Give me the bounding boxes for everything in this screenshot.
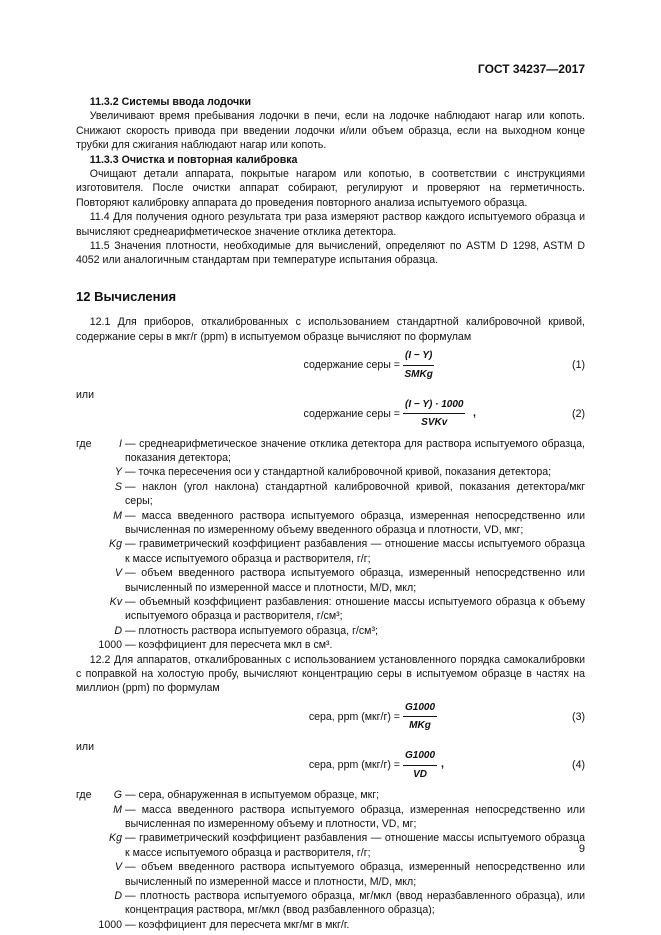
variable-row xyxy=(76,624,585,638)
formula-3-fraction xyxy=(403,701,437,734)
variable-description: — масса введенного раствора испытуемого образца, измеренная непосредственно или вычисленная по измеренному объему и плотности, VD, мг; xyxy=(125,803,585,831)
variable-description: — объем введенного раствора испытуемого образца, измеренный непосредственно или вычисленный по измеренной массе и плотности, M/D, мкл; xyxy=(125,861,585,888)
variable-symbol-text: Y xyxy=(114,466,122,479)
variable-symbol-text: Kg xyxy=(109,832,122,845)
formula-1-label: содержание серы = xyxy=(303,359,400,372)
variables-list-2 xyxy=(76,788,585,932)
variable-description: — коэффициент для пересчета мкл в см³. xyxy=(125,639,333,652)
formula-1-denominator: SMKg xyxy=(404,368,433,380)
variable-row xyxy=(76,465,585,479)
formula-2-number: (2) xyxy=(572,407,585,420)
section-11-5-text: 11.5 Значения плотности, необходимые для вычислений, определяют по ASTM D 1298, ASTM D 4052 или аналогичным стандартам при температуре испытания образца. xyxy=(76,240,585,267)
variable-row xyxy=(76,889,585,918)
formula-4 xyxy=(76,748,585,784)
variable-row xyxy=(76,803,585,832)
variable-symbol-text: D xyxy=(114,624,122,637)
variable-symbol xyxy=(76,860,125,889)
formula-1 xyxy=(76,348,585,384)
variable-symbol-text: S xyxy=(114,480,122,493)
variable-symbol-text: V xyxy=(114,861,122,874)
variable-symbol xyxy=(76,537,125,566)
variable-description: — сера, обнаруженная в испытуемом образце, мкг; xyxy=(125,789,380,802)
variable-symbol-text: M xyxy=(113,803,122,816)
formula-3-number: (3) xyxy=(572,710,585,723)
formula-2-fraction xyxy=(403,398,465,431)
variable-symbol xyxy=(76,595,125,624)
variable-description: — среднеарифметическое значение отклика детектора для раствора испытуемого образца, показания детектора; xyxy=(125,437,585,464)
formula-1-fraction xyxy=(403,349,434,382)
variable-description: — объемный коэффициент разбавления: отношение массы испытуемого образца к объему испытуемого образца и растворителя, г/см³; xyxy=(125,595,585,623)
variable-description: — масса введенного раствора испытуемого образца, измеренная непосредственно или вычисленная по измеренному объему введенного образца и плотности, VD, мкг; xyxy=(125,509,585,536)
variable-symbol-text: D xyxy=(114,890,122,903)
formula-2-denominator: SVKv xyxy=(421,416,448,428)
variable-symbol xyxy=(76,889,125,918)
document-header: ГОСТ 34237—2017 xyxy=(477,62,585,76)
section-12-2-text: 12.2 Для аппаратов, откалиброванных с использованием установленного порядка самокалибровки с поправкой на холостую пробу, вычисляют концентрацию серы в испытуемом образце в частях на миллион (ppm) по формулам xyxy=(76,653,585,695)
variable-row xyxy=(76,509,585,538)
formula-3-numerator: G1000 xyxy=(403,701,437,717)
formula-3-denominator: MKg xyxy=(409,720,431,732)
variable-symbol xyxy=(76,788,125,802)
variable-symbol xyxy=(76,624,125,638)
formula-4-comma: , xyxy=(441,758,444,771)
variable-symbol xyxy=(76,437,125,466)
document-body xyxy=(76,95,585,932)
formula-2 xyxy=(76,397,585,433)
formula-2-comma: , xyxy=(473,406,476,419)
variable-row xyxy=(76,480,585,509)
variable-row xyxy=(76,437,585,466)
formula-4-number: (4) xyxy=(572,759,585,772)
variable-description: — гравиметрический коэффициент разбавления — отношение массы испытуемого образца к массе испытуемого образца и растворителя, г/г; xyxy=(125,832,585,859)
where-word: где xyxy=(76,437,92,450)
section-12-title: 12 Вычисления xyxy=(76,288,177,304)
variable-description: — гравиметрический коэффициент разбавления — отношение массы испытуемого образца к массе испытуемого образца и растворителя, г/г; xyxy=(125,538,585,565)
variable-symbol-text: 1000 xyxy=(98,918,122,931)
variable-row xyxy=(76,537,585,566)
formula-1-number: (1) xyxy=(572,359,585,372)
section-11-3-3-text: Очищают детали аппарата, покрытые нагаром или копотью, в соответствии с инструкциями изготовителя. После очистки аппарат собирают, регулируют и проверяют на герметичность. Повторяют калибровку аппарата до проведения повторного анализа испытуемого образца. xyxy=(76,168,585,209)
variable-symbol xyxy=(76,803,125,832)
page-number: 9 xyxy=(578,843,585,855)
formula-4-numerator: G1000 xyxy=(403,749,437,765)
or-word-2: или xyxy=(76,740,95,753)
section-11-3-3-title: 11.3.3 Очистка и повторная калибровка xyxy=(89,153,298,166)
variable-row xyxy=(76,918,585,932)
variable-symbol-text: I xyxy=(119,437,122,450)
formula-1-numerator: (I − Y) xyxy=(403,349,434,365)
formula-4-denominator: VD xyxy=(413,768,427,780)
variable-symbol-text: V xyxy=(114,567,122,580)
variable-description: — плотность раствора испытуемого образца, мг/мкл (ввод неразбавленного образца), или концентрация раствора, мг/мкл (ввод разбавленного образца); xyxy=(125,890,585,917)
formula-4-label: сера, ppm (мкг/г) = xyxy=(308,759,400,772)
variable-symbol xyxy=(76,465,125,479)
variable-symbol-text: 1000 xyxy=(98,639,122,652)
variable-symbol-text: Kg xyxy=(109,538,122,551)
section-11-3-2-title: 11.3.2 Системы ввода лодочки xyxy=(89,96,251,108)
section-11-3-2-text: Увеличивают время пребывания лодочки в печи, если на лодочке наблюдают нагар или копоть. Снижают скорость привода при введении лодочки и/или объем образца, если на выходном конце трубки для сжигания наблюдают нагар или копоть. xyxy=(76,110,585,152)
variable-symbol-text: M xyxy=(113,509,122,522)
formula-3 xyxy=(76,700,585,736)
where-word: где xyxy=(76,789,92,802)
variable-row xyxy=(76,860,585,889)
variable-description: — наклон (угол наклона) стандартной калибровочной кривой, показания детектора/мкг серы; xyxy=(125,480,585,508)
variable-symbol xyxy=(76,918,125,932)
variable-symbol-text: Kv xyxy=(109,595,122,608)
variable-description: — плотность раствора испытуемого образца, г/см³; xyxy=(125,624,378,637)
section-11-4-text: 11.4 Для получения одного результата три раза измеряют раствор каждого испытуемого образца и вычисляют среднеарифметическое значение отклика детектора. xyxy=(76,211,585,238)
variable-symbol-text: G xyxy=(113,789,122,802)
variable-symbol xyxy=(76,638,125,652)
variable-symbol xyxy=(76,566,125,595)
variable-symbol xyxy=(76,831,125,860)
or-word-1: или xyxy=(76,389,95,402)
variable-description: — точка пересечения оси y стандартной калибровочной кривой, показания детектора; xyxy=(125,466,552,479)
variable-row xyxy=(76,595,585,624)
formula-2-label: содержание серы = xyxy=(303,407,400,420)
variable-row xyxy=(76,566,585,595)
variable-row xyxy=(76,788,585,802)
section-12-1-text: 12.1 Для приборов, откалиброванных с использованием стандартной калибровочной кривой, содержание серы в мкг/г (ppm) в испытуемом образце вычисляют по формулам xyxy=(76,316,585,343)
variable-row xyxy=(76,638,585,652)
variable-description: — коэффициент для пересчета мкг/мг в мкг/г. xyxy=(125,918,350,931)
formula-4-fraction xyxy=(403,749,437,782)
variables-list-1 xyxy=(76,437,585,653)
variable-symbol xyxy=(76,509,125,538)
variable-symbol xyxy=(76,480,125,509)
variable-description: — объем введенного раствора испытуемого образца, измеренный непосредственно или вычисленный по измеренной массе и плотности, M/D, мкл; xyxy=(125,567,585,594)
formula-3-label: сера, ppm (мкг/г) = xyxy=(308,710,400,723)
formula-2-numerator: (I − Y) · 1000 xyxy=(403,398,465,414)
variable-row xyxy=(76,831,585,860)
